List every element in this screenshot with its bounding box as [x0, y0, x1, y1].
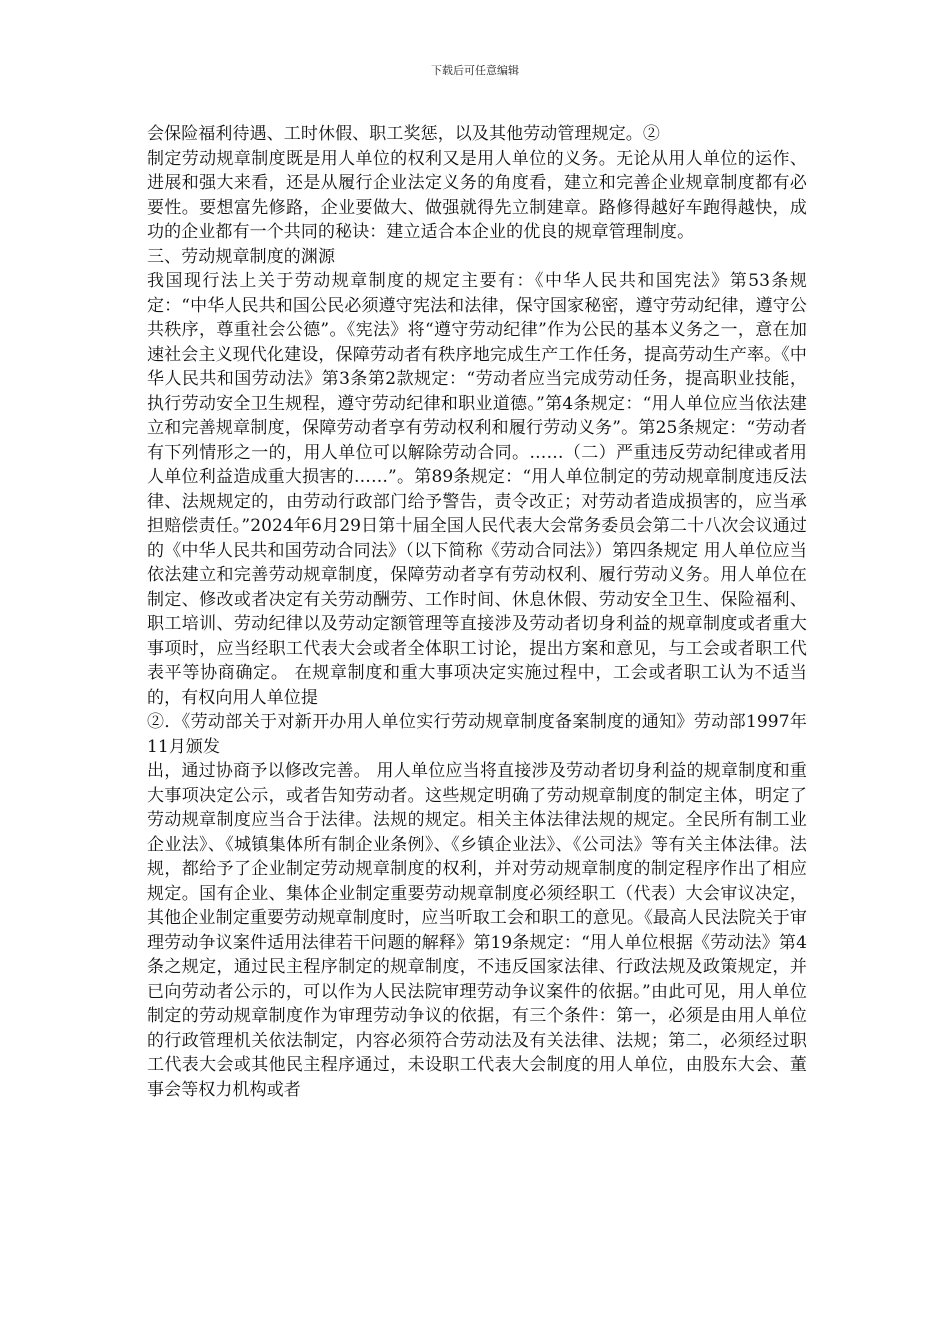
- paragraph-1: 会保险福利待遇、工时休假、职工奖惩，以及其他劳动管理规定。②: [147, 124, 660, 144]
- page-header-note: 下载后可任意编辑: [431, 64, 519, 77]
- document-body: [147, 122, 807, 1102]
- footnote-2: ②．《劳动部关于对新开办用人单位实行劳动规章制度备案制度的通知》劳动部1997年11月颁发: [147, 712, 807, 757]
- paragraph-4: 出，通过协商予以修改完善。 用人单位应当将直接涉及劳动者切身利益的规章制度和重大事项决定公示，或者告知劳动者。这些规定明确了劳动规章制度的制定主体，明定了劳动规章制度应当合于法律。法规的规定。相关主体法律法规的规定。全民所有制工业企业法》、《城镇集体所有制企业条例》、《乡镇企业法》、《公司法》等有关主体法律。法规，都给予了企业制定劳动规章制度的权利，并对劳动规章制度的制定程序作出了相应规定。国有企业、集体企业制定重要劳动规章制度必须经职工（代表）大会审议决定，其他企业制定重要劳动规章制度时，应当听取工会和职工的意见。《最高人民法院关于审理劳动争议案件适用法律若干问题的解释》第19条规定：“用人单位根据《劳动法》第4条之规定，通过民主程序制定的规章制度，不违反国家法律、行政法规及政策规定，并已向劳动者公示的，可以作为人民法院审理劳动争议案件的依据。”由此可见，用人单位制定的劳动规章制度作为审理劳动争议的依据，有三个条件：第一，必须是由用人单位的行政管理机关依法制定，内容必须符合劳动法及有关法律、法规；第二，必须经过职工代表大会或其他民主程序通过，未设职工代表大会制度的用人单位，由股东大会、董事会等权力机构或者: [147, 761, 807, 1100]
- paragraph-2: 制定劳动规章制度既是用人单位的权利又是用人单位的义务。无论从用人单位的运作、进展和强大来看，还是从履行企业法定义务的角度看，建立和完善企业规章制度都有必要性。要想富先修路，企业要做大、做强就得先立制建章。路修得越好车跑得越快，成功的企业都有一个共同的秘诀：建立适合本企业的优良的规章管理制度。: [147, 148, 807, 242]
- paragraph-3: 我国现行法上关于劳动规章制度的规定主要有：《中华人民共和国宪法》第53条规定：“中华人民共和国公民必须遵守宪法和法律，保守国家秘密，遵守劳动纪律，遵守公共秩序，尊重社会公德”。《宪法》将“遵守劳动纪律”作为公民的基本义务之一，意在加速社会主义现代化建设，保障劳动者有秩序地完成生产工作任务，提高劳动生产率。《中华人民共和国劳动法》第3条第2款规定：“劳动者应当完成劳动任务，提高职业技能，执行劳动安全卫生规程，遵守劳动纪律和职业道德。”第4条规定：“用人单位应当依法建立和完善规章制度，保障劳动者享有劳动权利和履行劳动义务”。第25条规定：“劳动者有下列情形之一的，用人单位可以解除劳动合同。……（二）严重违反劳动纪律或者用人单位利益造成重大损害的……”。第89条规定：“用人单位制定的劳动规章制度违反法律、法规规定的，由劳动行政部门给予警告，责令改正；对劳动者造成损害的，应当承担赔偿责任。”2024年6月29日第十届全国人民代表大会常务委员会第二十八次会议通过的《中华人民共和国劳动合同法》（以下简称《劳动合同法》）第四条规定 用人单位应当依法建立和完善劳动规章制度，保障劳动者享有劳动权利、履行劳动义务。用人单位在制定、修改或者决定有关劳动酬劳、工作时间、休息休假、劳动安全卫生、保险福利、职工培训、劳动纪律以及劳动定额管理等直接涉及劳动者切身利益的规章制度或者重大事项时，应当经职工代表大会或者全体职工讨论，提出方案和意见，与工会或者职工代表平等协商确定。 在规章制度和重大事项决定实施过程中，工会或者职工认为不适当的，有权向用人单位提: [147, 271, 807, 708]
- section-heading-3: 三、劳动规章制度的渊源: [147, 246, 336, 267]
